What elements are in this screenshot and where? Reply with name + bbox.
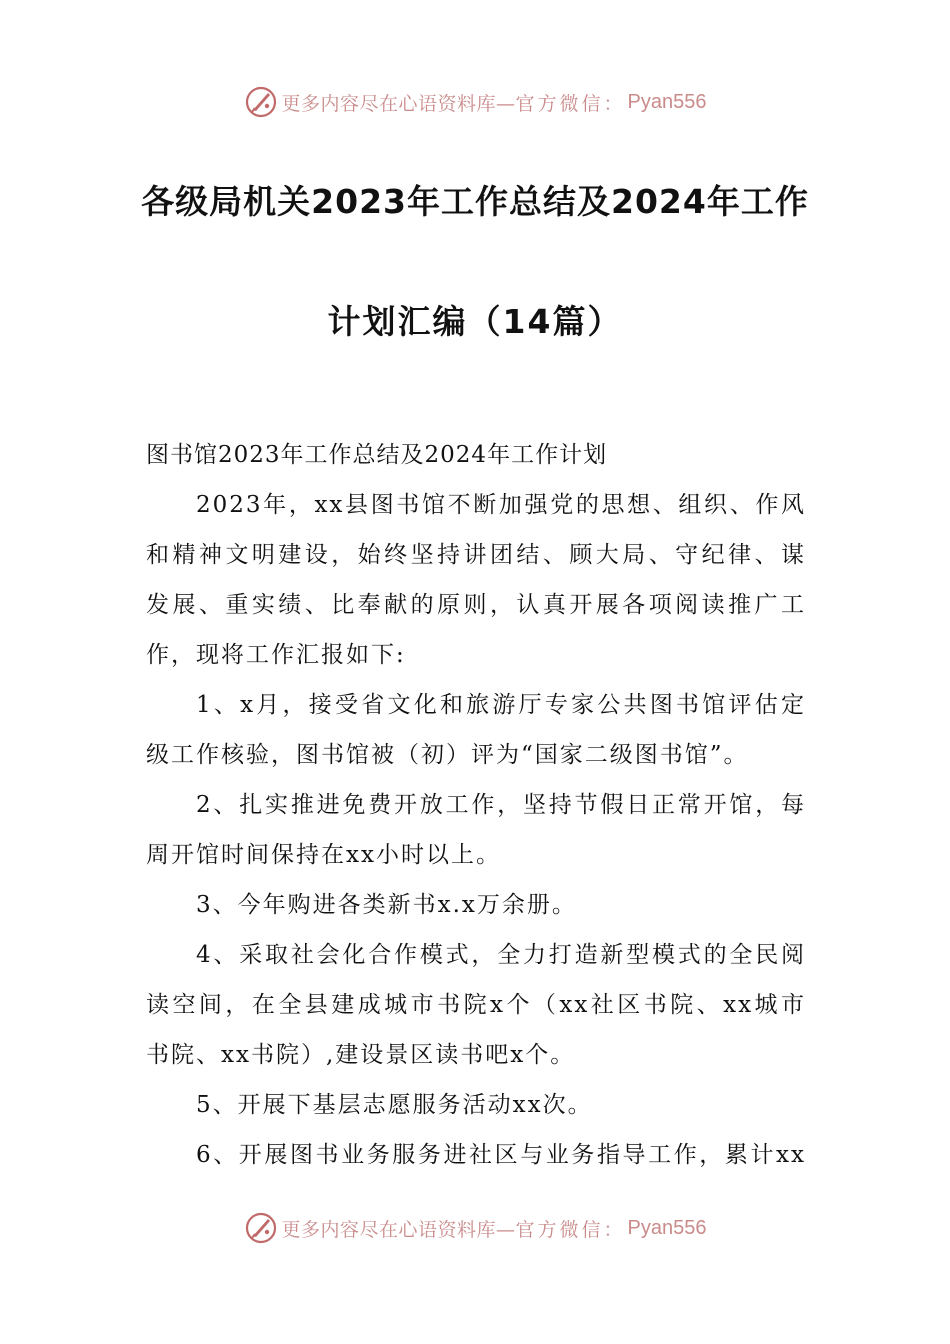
watermark-wechat-id: Pyan556 — [627, 90, 707, 113]
body-line: 作，现将工作汇报如下: — [146, 642, 406, 668]
body-line: 3、今年购进各类新书x.x万余册。 — [196, 892, 577, 918]
body-line: 2、扎实推进免费开放工作，坚持节假日正常开馆，每 — [196, 792, 806, 818]
watermark-wechat-id: Pyan556 — [627, 1216, 707, 1239]
watermark-wechat-label: 官方微信： — [515, 1218, 626, 1241]
document-title-line-1: 各级局机关2023年工作总结及2024年工作 — [141, 182, 809, 221]
watermark-site-text: 更多内容尽在心语资料库— — [281, 92, 516, 115]
quill-logo-icon — [244, 1211, 278, 1245]
body-line: 5、开展下基层志愿服务活动xx次。 — [196, 1092, 593, 1118]
body-line: 和精神文明建设，始终坚持讲团结、顾大局、守纪律、谋 — [146, 542, 806, 568]
body-line: 4、采取社会化合作模式，全力打造新型模式的全民阅 — [196, 942, 806, 968]
section-heading: 图书馆2023年工作总结及2024年工作计划 — [146, 442, 608, 468]
body-line: 2023年，xx县图书馆不断加强党的思想、组织、作风 — [196, 492, 806, 518]
footer-watermark — [0, 1208, 950, 1248]
watermark-wechat-label: 官方微信： — [515, 92, 626, 115]
body-line: 书院、xx书院）,建设景区读书吧x个。 — [146, 1042, 576, 1068]
header-watermark — [0, 82, 950, 122]
body-line: 读空间，在全县建成城市书院x个（xx社区书院、xx城市 — [146, 992, 806, 1018]
quill-logo-icon — [244, 85, 278, 119]
watermark-site-text: 更多内容尽在心语资料库— — [281, 1218, 516, 1241]
body-line: 周开馆时间保持在xx小时以上。 — [146, 842, 501, 868]
document-body — [146, 430, 806, 1180]
body-line: 级工作核验，图书馆被（初）评为“国家二级图书馆”。 — [146, 742, 749, 768]
body-line: 1、x月，接受省文化和旅游厅专家公共图书馆评估定 — [196, 692, 806, 718]
document-title-line-2: 计划汇编（14篇） — [327, 302, 623, 341]
body-line: 发展、重实绩、比奉献的原则，认真开展各项阅读推广工 — [146, 592, 806, 618]
body-line: 6、开展图书业务服务进社区与业务指导工作，累计xx — [196, 1142, 806, 1168]
